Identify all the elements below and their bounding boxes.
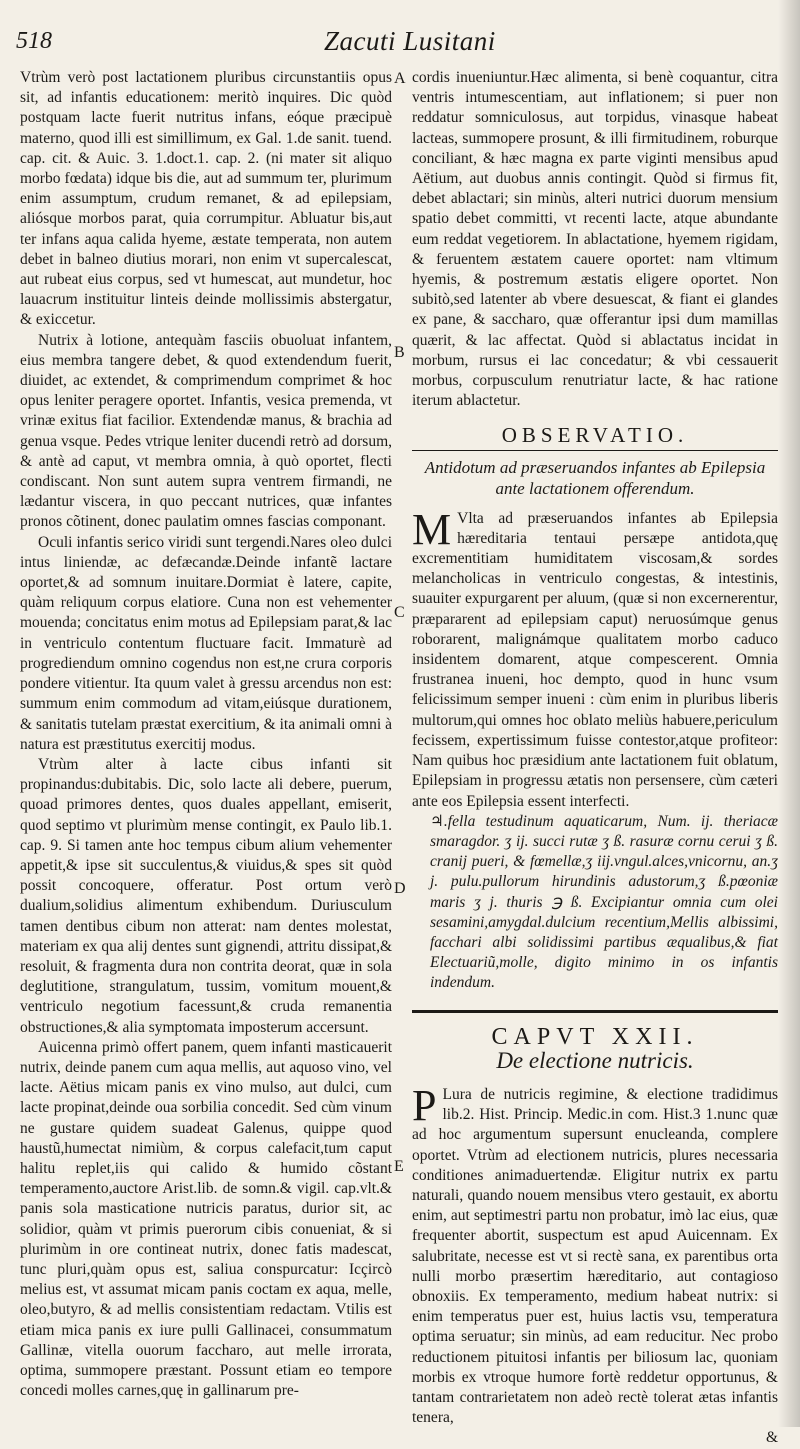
paragraph: Auicenna primò offert panem, quem infanti masticauerit nutrix, deinde panem cum aqua mellis, aut aquoso vino, vel lacte. Aëtius micam panis ex vino mulso, aut dulci, cum lacte propinat,deinde oua sorbilia concedit. Sed cùm vinum ne gustare quidem suadeat Galenus, quippe quod haustũ,humectat nimiùm, & corpus calefacit,tum caput halitu replet,iis qui calido & humido cõstant temperamento,auctore Arist.lib. de somn.& vigil. cap.vlt.& panis sola masticatione nutricis paratus, durior sit, ac solidior, quàm vt primis puerorum cibis conueniat, & si plurimùm in ore contineat nutrix, donec fatis madescat, tunc pluri,quàm opus est, saliua conspurcatur: Icçircò melius est, vt assumat micam panis coctam ex aqua, melle, oleo,butyro, & ad mellis consistentiam redactam. Vtilis est etiam mica panis ex iure pulli Gallinacei, consummatum Gallinæ, vitella ouorum faccharo, aut melle irrorata, optima, summopere præstant. Possunt etiam eo tempore concedi molles carnes,quę in gallinarum pre- <box>20 1038 392 1400</box>
drop-cap: P <box>412 1080 437 1130</box>
margin-mark-c: C <box>394 604 405 621</box>
section-rule <box>412 1010 778 1013</box>
observatio-text: Vlta ad præseruandos infantes ab Epilepsia hæreditaria tentaui persæpe antidota,quę excrementitiam humiditatem viscosam,& sordes melancholicas in ventriculo congestas, & intestinis, suauiter expurgarent per aluum, (quæ si non excernerentur, præpararent ad epilepsiam caput) neruosúmque genus roborarent, malignámque qualitatem morbo caduco insidentem domarent, atque compescerent. Omnia frustranea inueni, hoc dempto, quod in hunc vsum felicissimum semper inueni : cùm enim in pluribus liberis multorum,qui omnes hoc oblato meliùs habuere,periculum fecissem, expertissimum fuisse contestor,atque profiteor: Nam quibus hoc præsidium ante lactationem fuit oblatum, Epilepsiam in progressu ætatis non persensere, cùm cæteri ante eos Epilepsia essent interfecti. <box>412 509 778 810</box>
margin-mark-e: E <box>394 1158 404 1175</box>
chapter-text: Lura de nutricis regimine, & electione tradidimus lib.2. Hist. Princip. Medic.in com. Hist.3 1.nunc quæ ad hoc argumentum supersunt enucleanda, complere oportet. Vtrùm ad electionem nutricis, plures necessaria conditiones animaduertendæ. Eligitur nutrix ex partu naturali, quando nouem mensibus vtero gestauit, ex abortu enim, aut septimestri partu non probatur, imò lac eius, quæ frequenter abortit, suspectum est apud Auicennam. Ex salubritate, necesse est vt si rectè sana, ex parentibus orta nulli morbo præsertim hæreditario, aut contagioso obnoxiis. Ex temperamento, medium habeat nutrix: si enim temperatus puer est, huius lactis vsu, temperatura optima seruatur; sin minùs, ad eam reducitur. Nec probo reductionem pituitosi infantis per biliosum lac, quoniam morbis ex vtroque humore fortè reddetur opportunus, & tantam contrarietatem non adeò rectè tolerat ætas infantis tenera, <box>412 1085 778 1427</box>
paragraph: Oculi infantis serico viridi sunt tergendi.Nares oleo dulci intus liniendæ, ac defæcandæ.Deinde infantẽ lactare oportet,& ad somnum inuitare.Dormiat è latere, capite, quàm reliquum corpus elatiore. Cuna non est vehementer mouenda; concitatus enim motus ad Epilepsiam parat,& lac in ventriculo contentum fluctuare facit. Immaturè ad progrediendum omnino cogendus non est,ne crura corporis pondere vitientur. Ita quum valet à gressu arcendus non est: summum enim commodum ad vitam,eiúsque durationem, & sanitatis tutelam præstat exercitium, & ita animali omni à natura est præstitutus exercitij modus. <box>20 533 392 753</box>
paragraph: Nutrix à lotione, antequàm fasciis obuoluat infantem, eius membra tangere debet, & quod extendendum fuerit, diuidet, ac extendet, & comprimendum comprimet & hoc opus leniter peragere oportet. Infantis, vesica premenda, vt vrinæ exitus fiat facilior. Extendendæ manus, & brachia ad genua vsque. Pedes vtrique leniter ducendi retrò ad dorsum, & antè ad caput, vt membra omnia, à quò oportet, flecti condiscant. Non sunt autem supra ventrem firmandi, ne lædantur viscera, in quo peccant nutrices, quæ infantes pronos cõtinent, donec paulatim omnes fascias componant. <box>20 331 392 531</box>
margin-mark-a: A <box>394 70 406 87</box>
page-number: 518 <box>16 28 52 54</box>
catchword: & <box>765 1429 778 1447</box>
left-column <box>20 68 392 1401</box>
right-column <box>412 68 778 1449</box>
drop-cap: M <box>412 504 452 554</box>
chapter-subtitle: De electione nutricis. <box>496 1047 694 1073</box>
recipe-formula: ♃.fella testudinum aquaticarum, Num. ij. theriacæ smaragdor. ʒ ij. succi rutæ ʒ ß. rasuræ cornu cerui ʒ ß. cranij pueri, & fœmellæ,ʒ iij.vngul.alces,vnicornu, an.ʒ j. pulu.pullorum hirundinis adustorum,ʒ ß.pœoniæ maris ʒ j. thuris ℈ ß. Excipiantur omnia cum olei sesamini,amygdal.dulcium recentium,Mellis albissimi, facchari albi solidissimi partibus æqualibus,& fiat Electuariũ,molle, digito minimo in os infantis indendum. <box>430 812 778 992</box>
paragraph: Vtrùm alter à lacte cibus infanti sit propinandus:dubitabis. Dic, solo lacte ali debere, puerum, quoad primores dentes, quos duales appellant, emiserit, quod septimo vt plurimùm mense contingit, ex Paulo lib.1. cap. 9. Si tamen ante hoc tempus cibum alium vehementer appetit,& ipse sit succulentus,& viuidus,& spes sit quòd possit concoquere, offeratur. Post ortum verò dualium,solidius alimentum exhibendum. Duriusculum tamen dentibus cibum non atterat: nam dentes molestat, materiam ex qua alij dentes sunt gignendi, attritu dissipat,& resoluit, & fragmenta dura non contrita deorat, quæ in sola deglutitione, strangulatum, tussim, vomitum mouent,& ventriculo negotium facessunt,& cruda remanentia obstructiones,& alia symptomata imposterum accersunt. <box>20 755 392 1036</box>
chapter-paragraph <box>412 1080 778 1428</box>
observatio-heading: OBSERVATIO. <box>412 425 778 450</box>
observatio-paragraph <box>412 504 778 812</box>
running-head: Zacuti Lusitani <box>324 26 496 56</box>
paragraph: cordis inueniuntur.Hæc alimenta, si benè coquantur, citra ventris intumescentiam, aut inflationem; si puer non reddatur somniculosus, aut torpidus, vinasque habeat lacteas, summopere prosunt, & illi firmitudinem, roburque conciliant, & hæc magna ex parte viginti mensibus apud Aëtium, aut duobus annis contingit. Quòd si firmus fit, debet ablactari; sin minùs, alteri nutrici duorum mensium spatio debet committi, vt recenti lacte, atque abundante eum reddat vegetiorem. In ablactatione, hyemem rigidam, & feruentem æstatem cauere oportet: nam vltimum hyemis, & postremum æstatis eligere oportet. Non subitò,sed latenter ab vbere desuescat, & fiant ei glandes ex pane, & saccharo, quæ offerantur ipsi dum mamillas quærit, & lac affectat. Quòd si ablactatus incidat in morbum, rursus ei lac concedatur; & vbi cessauerit morbus, corpusculum renutriatur lacte, & hac ratione iterum ablactetur. <box>412 69 778 410</box>
margin-mark-b: B <box>394 344 405 361</box>
paragraph: Vtrùm verò post lactationem pluribus circunstantiis opus sit, ad infantis educationem: meritò inquires. Dic quòd postquam lacte fuerit nutritus infans, eóque præcipuè materno, quod illi est simillimum, ex Gal. 1.de sanit. tuend. cap. cit. & Auic. 3. 1.doct.1. cap. 2. (ni mater sit aliquo morbo fœdata) idque bis die, aut ad summum ter, plurimum enim assumptum, crudum remanet, & ad epilepsiam, aliósque morbos parat, quia corrumpitur. Abluatur bis,aut ter infans aqua calida hyeme, æstate temperata, non autem debet in balneo diutius morari, non enim vt supercalescat, aut rubeat eius corpus, sed vt humescat, aut mundetur, hoc lauacrum instituitur linteis deinde mollissimis abstergatur, & exiccetur. <box>20 69 392 329</box>
page-edge-shadow <box>778 0 800 1427</box>
observatio-subtitle: Antidotum ad præseruandos infantes ab Epilepsia ante lactationem offerendum. <box>424 457 766 498</box>
chapter-heading: CAPVT XXII. <box>491 1023 699 1050</box>
margin-mark-d: D <box>394 880 406 897</box>
